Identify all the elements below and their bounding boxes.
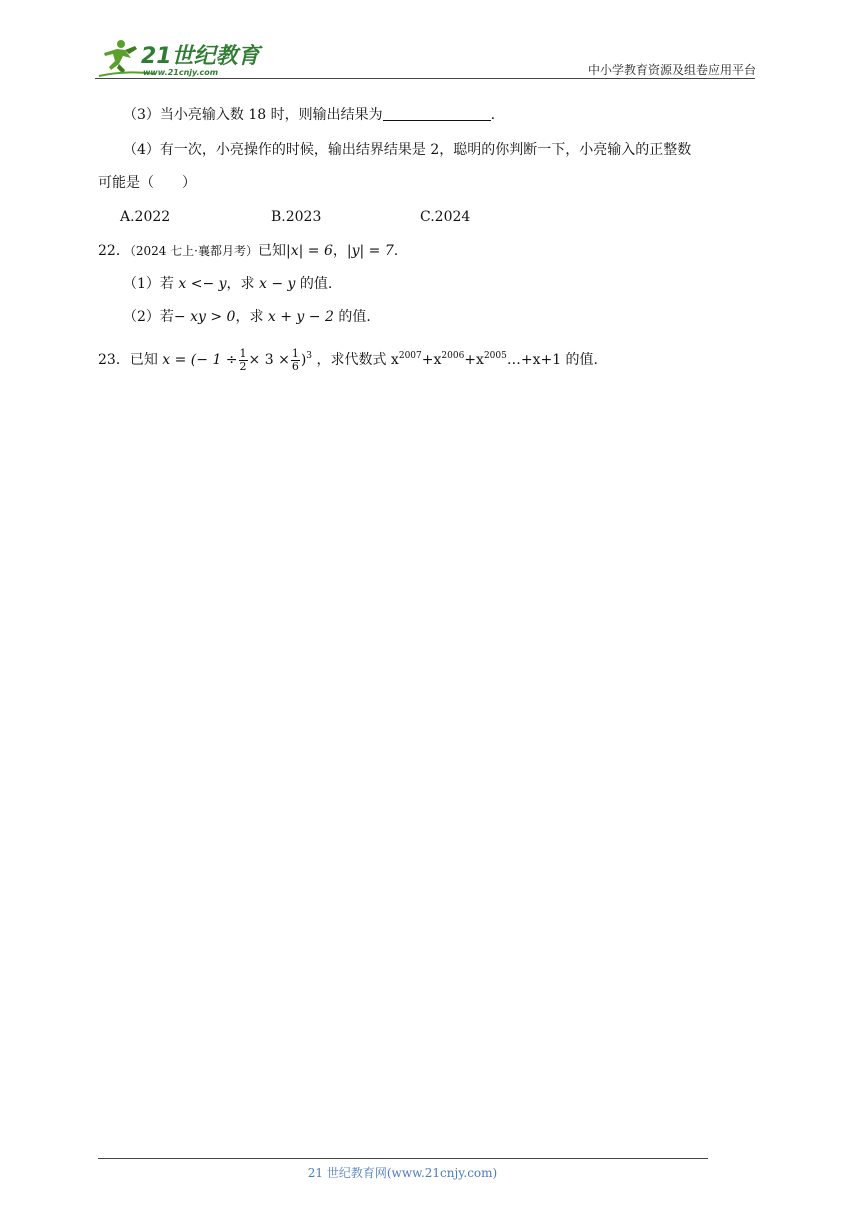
math-expression: x = (− 1 ÷ bbox=[162, 352, 238, 368]
header-divider bbox=[95, 78, 755, 79]
logo-title: 21世纪教育 bbox=[141, 44, 260, 69]
q22-part1: （1）若 x <− y，求 x − y 的值. bbox=[123, 276, 333, 292]
q21-part4-line1: （4）有一次，小亮操作的时候，输出结界结果是 2，聪明的你判断一下，小亮输入的正整数 bbox=[123, 142, 692, 158]
question-number: 22． bbox=[98, 243, 130, 259]
runner-logo-icon bbox=[95, 36, 265, 80]
q21-part4-line2: 可能是（ ） bbox=[98, 175, 196, 191]
footer-site-link[interactable]: 21 世纪教育网(www.21cnjy.com) bbox=[307, 1166, 498, 1180]
fraction-one-half: $\frac{1}{2}$ bbox=[239, 346, 247, 373]
question-number: 23．已知 bbox=[98, 352, 158, 368]
q22-part2: （2）若− xy > 0，求 x + y − 2 的值. bbox=[123, 309, 371, 325]
answer-blank bbox=[383, 106, 491, 121]
option-a: A.2022 bbox=[120, 209, 171, 225]
site-logo bbox=[95, 36, 265, 80]
fraction-one-sixth: $\frac{1}{6}$ bbox=[291, 346, 299, 373]
q21-part3: （3）当小亮输入数 18 时，则输出结果为 . bbox=[123, 107, 496, 123]
question-source: （2024 七上·襄都月考） bbox=[129, 244, 258, 258]
q23-stem: 23．已知 x = (− 1 ÷ $\frac{1}{2}$ × 3 × $\frac{1}{6}$ )$^3$ ，求代数式 $x^{2007}+x^{2006}+x^{2005}\dots+x+1$ 的值. bbox=[98, 346, 599, 373]
option-b: B.2023 bbox=[271, 209, 322, 225]
footer-divider bbox=[98, 1158, 708, 1159]
logo-url: www.21cnjy.com bbox=[143, 68, 219, 77]
q22-stem: 22．（2024 七上·襄都月考）已知|x| = 6，|y| = 7. bbox=[98, 243, 399, 259]
header-platform-label: 中小学教育资源及组卷应用平台 bbox=[587, 63, 756, 77]
option-c: C.2024 bbox=[420, 209, 471, 225]
q21-part3-text: （3）当小亮输入数 18 时，则输出结果为 bbox=[123, 107, 383, 123]
